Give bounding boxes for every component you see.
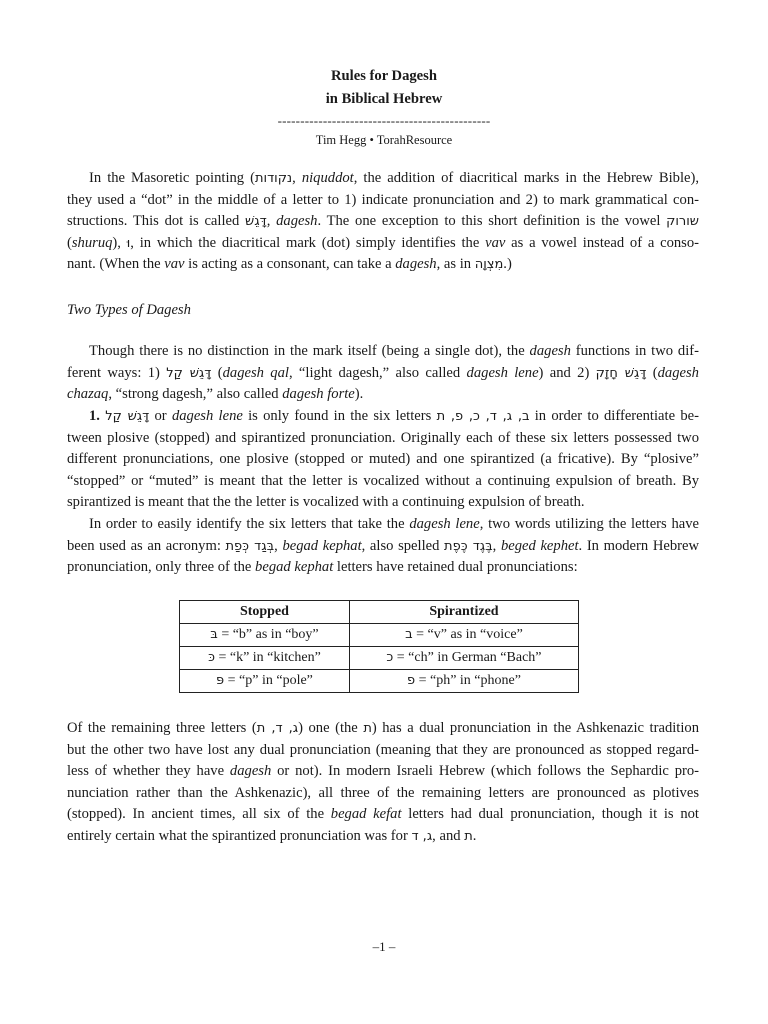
term-dagesh-lene: dagesh lene bbox=[409, 516, 480, 532]
p5-line-1 bbox=[67, 718, 699, 740]
text: entirely certain what the spirantized pronunciation was for bbox=[67, 827, 412, 844]
p3-line-1 bbox=[67, 406, 699, 428]
term-dagesh-forte: dagesh forte bbox=[282, 386, 355, 403]
text: , two words utilizing the letters have bbox=[479, 516, 699, 532]
table-cell bbox=[349, 670, 578, 693]
text: as a vowel instead of a conso- bbox=[505, 234, 699, 251]
cell-text: = “ch” in German “Bach” bbox=[393, 650, 542, 665]
p5-line-2: but the other two have lost any dual pronunciation (meaning that they are pronounced as stopped regard- bbox=[67, 741, 699, 758]
text: , and bbox=[432, 827, 465, 844]
hebrew-vav: וּ bbox=[126, 235, 131, 251]
text: In order to easily identify the six letters that take the bbox=[89, 516, 410, 532]
cell-text: = “v” as in “voice” bbox=[412, 627, 523, 642]
page-number: –1 – bbox=[372, 939, 396, 954]
hebrew-mitzvah: מִצְוָה bbox=[474, 257, 504, 273]
text: ) and 2) bbox=[538, 364, 596, 381]
hebrew-tav: ת bbox=[363, 721, 372, 736]
p1-line-5 bbox=[67, 254, 699, 276]
p3-line-4: “stopped” or “muted” is meant that the letter is vocalized without a continuing expulsion of breath. By bbox=[67, 472, 699, 489]
text: ) has a dual pronunciation in the Ashkenazic tradition bbox=[371, 720, 700, 736]
text: nant. (When the bbox=[67, 256, 165, 273]
text: . The one exception to this short definition is the vowel bbox=[317, 213, 667, 230]
hebrew-tav: ת bbox=[464, 828, 473, 844]
p5-line-4: nunciation rather than the Ashkenazic), all three of the remaining letters are pronounced as plotives bbox=[67, 784, 699, 801]
column-header-stopped: Stopped bbox=[180, 601, 350, 624]
text: ). bbox=[354, 386, 364, 403]
table-cell bbox=[180, 647, 350, 670]
paragraph-2 bbox=[67, 341, 699, 406]
term-shuruq: shuruq bbox=[71, 234, 113, 251]
term-beged-kephet: beged kephet bbox=[500, 537, 579, 554]
title-line-2: in Biblical Hebrew bbox=[325, 91, 443, 107]
term-begad-kefat: begad kefat bbox=[330, 806, 402, 823]
text: , in which the diacritical mark (dot) simply identifies the bbox=[130, 234, 486, 251]
text: or not). In modern Israeli Hebrew (which follows the Sephardic pro- bbox=[271, 763, 700, 780]
p1-line-4 bbox=[67, 233, 699, 255]
text: .) bbox=[503, 256, 512, 273]
hebrew-dagesh: דָּגֵשׁ bbox=[245, 214, 267, 230]
term-dagesh: dagesh bbox=[529, 343, 571, 359]
term-begad-kephat: begad kephat bbox=[282, 537, 362, 554]
text: structions. This dot is called bbox=[67, 213, 246, 230]
text: in order to differentiate be- bbox=[529, 408, 699, 424]
p3-line-2: tween plosive (stopped) and spirantized pronunciation. Originally each of these six letters possessed two bbox=[67, 429, 699, 446]
pronunciation-table bbox=[179, 600, 579, 693]
text: been used as an acronym: bbox=[67, 537, 226, 554]
text: , also spelled bbox=[361, 537, 445, 554]
column-header-spirantized: Spirantized bbox=[349, 601, 578, 624]
hebrew-shuruq: שורוק bbox=[666, 214, 700, 230]
paragraph-4 bbox=[67, 514, 699, 579]
text: , as in bbox=[436, 256, 475, 273]
hebrew-beged-kephet: בֶּגֶד כֶּפֶת bbox=[444, 538, 493, 554]
hebrew-letter: כּ bbox=[208, 650, 215, 665]
p5-line-6 bbox=[67, 826, 699, 848]
p1-line-2: they used a “dot” in the middle of a letter to 1) indicate pronunciation and 2) to mark grammatical con- bbox=[67, 191, 699, 208]
text: ferent ways: 1) bbox=[67, 364, 167, 381]
paragraph-1 bbox=[67, 168, 699, 276]
text: pronunciation, only three of the bbox=[67, 559, 256, 576]
text: . bbox=[472, 827, 477, 844]
table-row bbox=[180, 647, 579, 670]
table-cell bbox=[349, 624, 578, 647]
p2-line-1 bbox=[67, 341, 699, 363]
hebrew-dagesh-qal: דָּגֵשׁ קַל bbox=[105, 409, 150, 424]
text: , bbox=[492, 537, 501, 554]
term-dagesh: dagesh bbox=[229, 763, 272, 780]
text: . In modern Hebrew bbox=[578, 537, 700, 554]
p4-line-1 bbox=[67, 514, 699, 536]
table-cell bbox=[349, 647, 578, 670]
p1-line-1 bbox=[67, 168, 699, 190]
hebrew-letter: ב bbox=[405, 627, 413, 642]
author-line: Tim Hegg • TorahResource bbox=[315, 133, 453, 147]
p3-line-5: spirantized is meant that the the letter is vocalized with a continuing expulsion of breath. bbox=[67, 494, 585, 511]
hebrew-niquddot: נקודות bbox=[254, 171, 293, 186]
section-subheading: Two Types of Dagesh bbox=[67, 302, 191, 318]
text: letters have retained dual pronunciations: bbox=[333, 559, 578, 576]
table-header-row bbox=[180, 601, 579, 624]
text: or bbox=[149, 408, 172, 424]
hebrew-dagesh-qal: דָּגֵשׁ קַל bbox=[166, 365, 212, 381]
table-cell bbox=[180, 624, 350, 647]
text: , bbox=[292, 170, 302, 186]
text: Though there is no distinction in the mark itself (being a single dot), the bbox=[89, 343, 530, 359]
text: Of the remaining three letters ( bbox=[67, 720, 257, 736]
p4-line-3 bbox=[67, 557, 699, 579]
text: , the addition of diacritical marks in the Hebrew Bible), bbox=[353, 170, 699, 186]
table-row bbox=[180, 624, 579, 647]
text: ( bbox=[646, 364, 658, 381]
hebrew-gimel-dalet: ג, ד bbox=[411, 828, 433, 844]
hebrew-letter: פּ bbox=[216, 673, 225, 688]
p3-line-3: different pronunciations, one plosive (stopped or muted) and one spirantized (a fricative). By “plosive” bbox=[67, 451, 699, 468]
table-row bbox=[180, 670, 579, 693]
list-number: 1. bbox=[89, 408, 100, 424]
p4-line-2 bbox=[67, 536, 699, 558]
cell-text: = “ph” in “phone” bbox=[415, 673, 521, 688]
text: functions in two dif- bbox=[570, 343, 699, 359]
hebrew-six-letters: ב, ג, ד, כ, פ, ת bbox=[436, 409, 530, 424]
term-dagesh-lene: dagesh lene bbox=[171, 408, 243, 424]
cell-text: = “b” as in “boy” bbox=[217, 627, 319, 642]
text: , bbox=[266, 213, 277, 230]
p2-line-2 bbox=[67, 363, 699, 385]
hebrew-letter: פ bbox=[406, 673, 416, 688]
title-separator: ----------------------------------------------- bbox=[277, 113, 491, 128]
term-dagesh: dagesh bbox=[657, 364, 699, 381]
term-chazaq: chazaq bbox=[67, 386, 109, 403]
text: ) one (the bbox=[298, 720, 364, 736]
paragraph-5 bbox=[67, 718, 699, 848]
text: (stopped). In ancient times, all six of the bbox=[67, 806, 331, 823]
hebrew-dagesh-chazaq: דָּגֵשׁ חָזָק bbox=[595, 365, 647, 381]
term-begad-kephat: begad kephat bbox=[255, 559, 334, 576]
hebrew-three-letters: ג, ד, ת bbox=[256, 721, 299, 736]
table-cell bbox=[180, 670, 350, 693]
hebrew-begad-kephat: בְּגַד כְּפַת bbox=[225, 538, 275, 554]
paragraph-3 bbox=[67, 406, 699, 514]
term-vav: vav bbox=[485, 234, 506, 251]
text: , “light dagesh,” also called bbox=[288, 364, 467, 381]
term-vav: vav bbox=[164, 256, 185, 273]
term-dagesh: dagesh bbox=[276, 213, 318, 230]
p5-line-5 bbox=[67, 804, 699, 826]
cell-text: = “k” in “kitchen” bbox=[214, 650, 321, 665]
title-line-1: Rules for Dagesh bbox=[331, 68, 437, 84]
p2-line-3 bbox=[67, 384, 699, 406]
cell-text: = “p” in “pole” bbox=[224, 673, 313, 688]
text: ( bbox=[67, 234, 72, 251]
text: ), bbox=[112, 234, 127, 251]
term-niquddot: niquddot bbox=[301, 170, 354, 186]
text: less of whether they have bbox=[67, 763, 230, 780]
text: In the Masoretic pointing ( bbox=[89, 170, 255, 186]
text: , “strong dagesh,” also called bbox=[108, 386, 283, 403]
term-dagesh-qal: dagesh qal bbox=[222, 364, 289, 381]
p1-line-3 bbox=[67, 211, 699, 233]
hebrew-letter: כ bbox=[386, 650, 394, 665]
text: is acting as a consonant, can take a bbox=[184, 256, 396, 273]
hebrew-letter: בּ bbox=[210, 627, 218, 642]
term-dagesh: dagesh bbox=[395, 256, 437, 273]
text: , bbox=[274, 537, 283, 554]
term-dagesh-lene: dagesh lene bbox=[466, 364, 539, 381]
text: is only found in the six letters bbox=[242, 408, 437, 424]
text: letters had dual pronunciation, though it is not bbox=[401, 806, 699, 823]
p5-line-3 bbox=[67, 761, 699, 783]
text: ( bbox=[211, 364, 223, 381]
